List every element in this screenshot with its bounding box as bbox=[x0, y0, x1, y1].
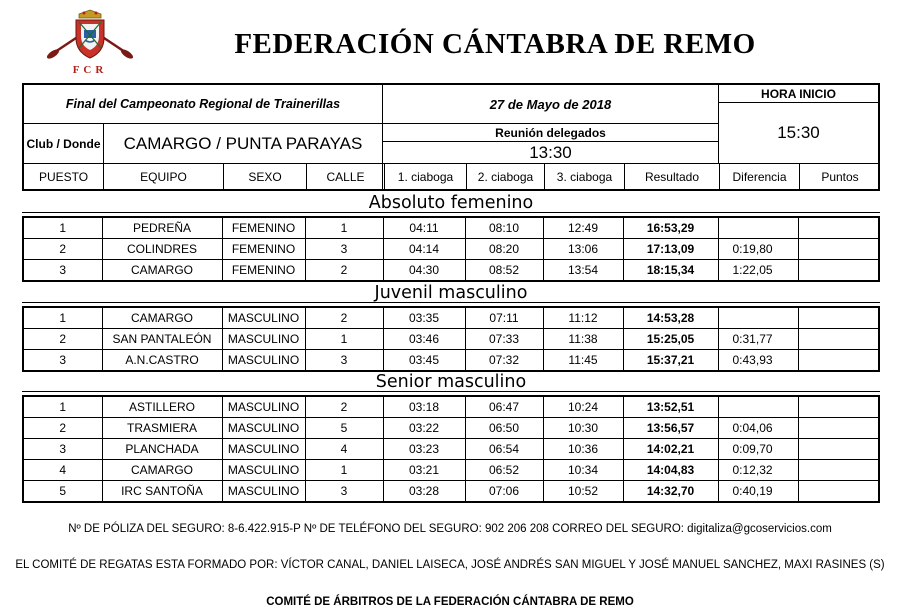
cell-difference: 1:22,05 bbox=[718, 260, 798, 282]
cell-difference bbox=[718, 217, 798, 239]
cell-position: 5 bbox=[23, 481, 102, 503]
event-date: 27 de Mayo de 2018 bbox=[489, 96, 612, 112]
cell-team: IRC SANTOÑA bbox=[102, 481, 222, 503]
cell-position: 3 bbox=[23, 260, 102, 282]
table-row bbox=[23, 481, 879, 503]
cell-turn-3: 12:49 bbox=[543, 217, 623, 239]
table-row bbox=[23, 239, 879, 260]
meeting-time: 13:30 bbox=[529, 142, 572, 162]
cell-team: A.N.CASTRO bbox=[102, 350, 222, 372]
cell-sex: MASCULINO bbox=[222, 439, 305, 460]
cell-difference: 0:40,19 bbox=[718, 481, 798, 503]
table-row bbox=[23, 307, 879, 329]
cell-turn-1: 04:30 bbox=[383, 260, 465, 282]
federation-logo bbox=[45, 8, 135, 80]
signature-line: COMITÉ DE ÁRBITROS DE LA FEDERACIÓN CÁNTABRA DE REMO bbox=[266, 596, 634, 608]
cell-turn-1: 03:21 bbox=[383, 460, 465, 481]
cell-position: 3 bbox=[23, 350, 102, 372]
cell-result: 18:15,34 bbox=[623, 260, 718, 282]
cell-result: 14:53,28 bbox=[623, 307, 718, 329]
cell-position: 3 bbox=[23, 439, 102, 460]
section-separator bbox=[22, 391, 880, 392]
cell-turn-2: 06:52 bbox=[465, 460, 543, 481]
cell-turn-1: 03:46 bbox=[383, 329, 465, 350]
section-separator bbox=[22, 212, 880, 213]
column-header-turn-1: 1. ciaboga bbox=[384, 164, 466, 189]
column-header-turn-3: 3. ciaboga bbox=[544, 164, 624, 189]
cell-position: 1 bbox=[23, 217, 102, 239]
cell-points bbox=[798, 239, 879, 260]
cell-sex: MASCULINO bbox=[222, 329, 305, 350]
cell-turn-2: 07:32 bbox=[465, 350, 543, 372]
cell-sex: FEMENINO bbox=[222, 260, 305, 282]
page-title: FEDERACIÓN CÁNTABRA DE REMO bbox=[234, 28, 756, 60]
club-value: CAMARGO / PUNTA PARAYAS bbox=[123, 133, 363, 153]
cell-turn-1: 03:18 bbox=[383, 396, 465, 418]
results-table bbox=[22, 306, 880, 372]
column-header-turn-2: 2. ciaboga bbox=[466, 164, 544, 189]
table-row bbox=[23, 418, 879, 439]
cell-result: 14:04,83 bbox=[623, 460, 718, 481]
cell-turn-1: 03:22 bbox=[383, 418, 465, 439]
cell-position: 2 bbox=[23, 418, 102, 439]
cell-position: 4 bbox=[23, 460, 102, 481]
cell-turn-2: 07:33 bbox=[465, 329, 543, 350]
results-table bbox=[22, 395, 880, 503]
cell-lane: 3 bbox=[305, 350, 383, 372]
cell-points bbox=[798, 481, 879, 503]
cell-turn-1: 04:14 bbox=[383, 239, 465, 260]
cell-points bbox=[798, 329, 879, 350]
cell-result: 15:37,21 bbox=[623, 350, 718, 372]
cell-turn-3: 11:45 bbox=[543, 350, 623, 372]
cell-turn-2: 08:52 bbox=[465, 260, 543, 282]
cell-result: 17:13,09 bbox=[623, 239, 718, 260]
cell-points bbox=[798, 418, 879, 439]
cell-lane: 1 bbox=[305, 329, 383, 350]
cell-turn-3: 10:24 bbox=[543, 396, 623, 418]
cell-difference: 0:09,70 bbox=[718, 439, 798, 460]
section-title: Juvenil masculino bbox=[374, 283, 528, 303]
cell-result: 14:32,70 bbox=[623, 481, 718, 503]
cell-sex: MASCULINO bbox=[222, 460, 305, 481]
cell-team: TRASMIERA bbox=[102, 418, 222, 439]
cell-position: 2 bbox=[23, 329, 102, 350]
cell-result: 13:52,51 bbox=[623, 396, 718, 418]
cell-turn-2: 06:54 bbox=[465, 439, 543, 460]
cell-turn-2: 08:20 bbox=[465, 239, 543, 260]
cell-points bbox=[798, 396, 879, 418]
cell-lane: 4 bbox=[305, 439, 383, 460]
club-label: Club / Donde bbox=[26, 136, 101, 151]
cell-turn-3: 13:54 bbox=[543, 260, 623, 282]
cell-result: 14:02,21 bbox=[623, 439, 718, 460]
cell-sex: MASCULINO bbox=[222, 350, 305, 372]
cell-turn-3: 13:06 bbox=[543, 239, 623, 260]
start-time-label: HORA INICIO bbox=[761, 86, 836, 101]
cell-points bbox=[798, 260, 879, 282]
table-row bbox=[23, 260, 879, 282]
cell-points bbox=[798, 439, 879, 460]
cell-team: CAMARGO bbox=[102, 307, 222, 329]
table-row bbox=[23, 439, 879, 460]
cell-difference: 0:19,80 bbox=[718, 239, 798, 260]
cell-lane: 2 bbox=[305, 307, 383, 329]
cell-sex: MASCULINO bbox=[222, 307, 305, 329]
cell-team: SAN PANTALEÓN bbox=[102, 329, 222, 350]
cell-turn-3: 10:34 bbox=[543, 460, 623, 481]
cell-lane: 3 bbox=[305, 239, 383, 260]
cell-turn-3: 11:12 bbox=[543, 307, 623, 329]
insurance-info: Nº DE PÓLIZA DEL SEGURO: 8-6.422.915-P Nº DE TELÉFONO DEL SEGURO: 902 206 208 CORREO DEL SEGURO: digitaliza@gcoservicios.com bbox=[68, 523, 832, 535]
cell-turn-1: 03:23 bbox=[383, 439, 465, 460]
cell-lane: 2 bbox=[305, 260, 383, 282]
cell-turn-2: 07:11 bbox=[465, 307, 543, 329]
cell-points bbox=[798, 350, 879, 372]
cell-turn-1: 03:35 bbox=[383, 307, 465, 329]
column-header-result: Resultado bbox=[624, 164, 719, 189]
cell-position: 1 bbox=[23, 307, 102, 329]
event-name: Final del Campeonato Regional de Trainerillas bbox=[65, 97, 341, 111]
cell-result: 16:53,29 bbox=[623, 217, 718, 239]
cell-sex: FEMENINO bbox=[222, 217, 305, 239]
section-title: Absoluto femenino bbox=[368, 193, 534, 213]
cell-turn-3: 11:38 bbox=[543, 329, 623, 350]
cell-turn-2: 06:50 bbox=[465, 418, 543, 439]
cell-difference bbox=[718, 396, 798, 418]
cell-team: ASTILLERO bbox=[102, 396, 222, 418]
meeting-label: Reunión delegados bbox=[495, 125, 606, 140]
column-header-row bbox=[24, 164, 878, 189]
event-info-box bbox=[22, 83, 880, 191]
results-table bbox=[22, 216, 880, 282]
cell-lane: 1 bbox=[305, 217, 383, 239]
table-row bbox=[23, 460, 879, 481]
cell-sex: MASCULINO bbox=[222, 481, 305, 503]
cell-difference: 0:12,32 bbox=[718, 460, 798, 481]
cell-turn-3: 10:52 bbox=[543, 481, 623, 503]
table-row bbox=[23, 396, 879, 418]
table-row bbox=[23, 217, 879, 239]
cell-points bbox=[798, 307, 879, 329]
cell-turn-2: 07:06 bbox=[465, 481, 543, 503]
cell-sex: MASCULINO bbox=[222, 418, 305, 439]
cell-result: 15:25,05 bbox=[623, 329, 718, 350]
column-header-team: EQUIPO bbox=[103, 164, 223, 189]
cell-turn-1: 03:28 bbox=[383, 481, 465, 503]
cell-difference: 0:43,93 bbox=[718, 350, 798, 372]
cell-difference: 0:31,77 bbox=[718, 329, 798, 350]
start-time: 15:30 bbox=[777, 123, 820, 142]
cell-result: 13:56,57 bbox=[623, 418, 718, 439]
cell-difference bbox=[718, 307, 798, 329]
column-header-difference: Diferencia bbox=[719, 164, 799, 189]
committee-info: EL COMITÉ DE REGATAS ESTA FORMADO POR: VÍCTOR CANAL, DANIEL LAISECA, JOSÉ ANDRÉS SAN MIGUEL Y JOSÉ MANUEL SANCHEZ, MAXI RASINES (S) bbox=[15, 559, 885, 571]
logo-text: FCR bbox=[72, 64, 108, 76]
cell-turn-3: 10:36 bbox=[543, 439, 623, 460]
cell-turn-2: 06:47 bbox=[465, 396, 543, 418]
table-row bbox=[23, 350, 879, 372]
cell-position: 1 bbox=[23, 396, 102, 418]
cell-sex: FEMENINO bbox=[222, 239, 305, 260]
cell-lane: 5 bbox=[305, 418, 383, 439]
cell-points bbox=[798, 217, 879, 239]
cell-team: PEDREÑA bbox=[102, 217, 222, 239]
cell-team: CAMARGO bbox=[102, 460, 222, 481]
table-row bbox=[23, 329, 879, 350]
cell-turn-2: 08:10 bbox=[465, 217, 543, 239]
section-separator bbox=[22, 302, 880, 303]
cell-lane: 1 bbox=[305, 460, 383, 481]
column-header-position: PUESTO bbox=[38, 169, 89, 184]
cell-points bbox=[798, 460, 879, 481]
cell-turn-1: 04:11 bbox=[383, 217, 465, 239]
cell-sex: MASCULINO bbox=[222, 396, 305, 418]
cell-turn-1: 03:45 bbox=[383, 350, 465, 372]
cell-lane: 3 bbox=[305, 481, 383, 503]
cell-team: PLANCHADA bbox=[102, 439, 222, 460]
section-title: Senior masculino bbox=[375, 372, 527, 392]
cell-position: 2 bbox=[23, 239, 102, 260]
column-header-sex: SEXO bbox=[223, 164, 306, 189]
column-header-lane: CALLE bbox=[306, 164, 384, 189]
cell-team: CAMARGO bbox=[102, 260, 222, 282]
cell-difference: 0:04,06 bbox=[718, 418, 798, 439]
cell-lane: 2 bbox=[305, 396, 383, 418]
column-header-points: Puntos bbox=[799, 164, 880, 189]
cell-turn-3: 10:30 bbox=[543, 418, 623, 439]
cell-team: COLINDRES bbox=[102, 239, 222, 260]
